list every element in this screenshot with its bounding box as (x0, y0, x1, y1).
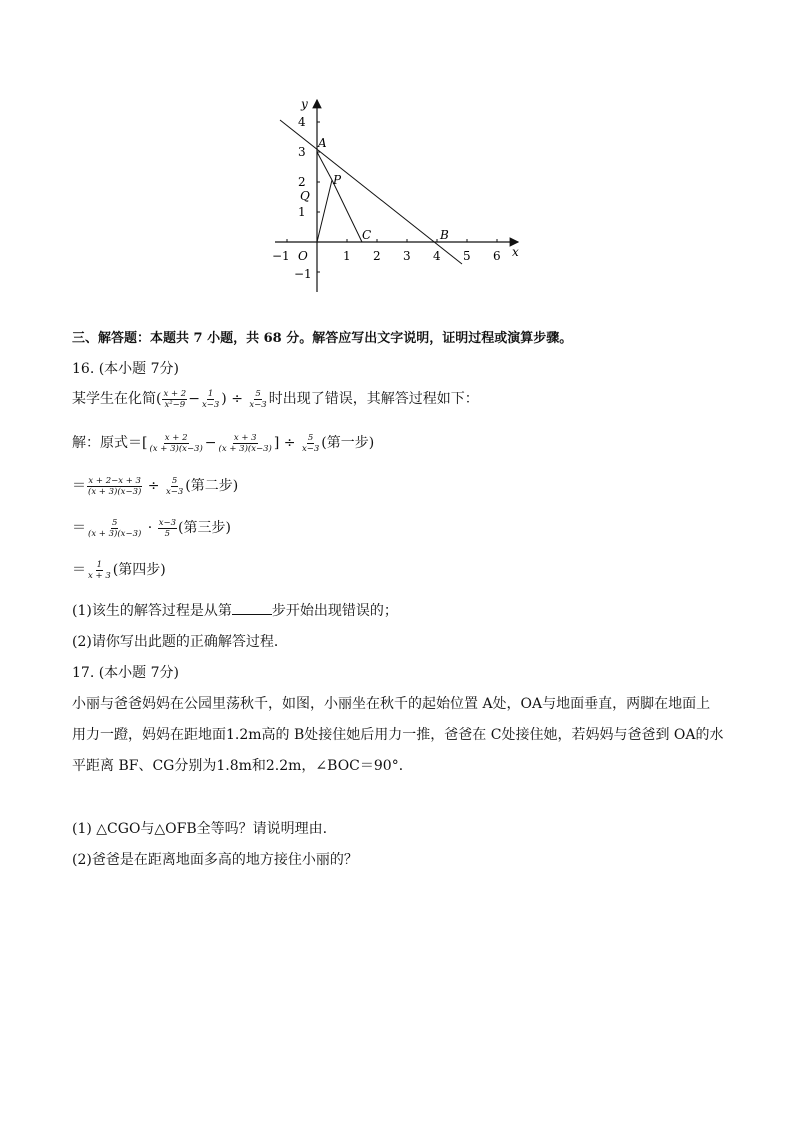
y-tick-label: −1 (294, 267, 312, 281)
q16-sub2: (2)请你写出此题的正确解答过程． (72, 634, 288, 650)
y-axis-label: y (301, 97, 308, 111)
x-axis-label: x (512, 245, 519, 259)
x-tick-label: 3 (403, 249, 411, 263)
q17-sub1: (1) △CGO与△OFB全等吗？请说明理由. (72, 821, 328, 837)
x-tick-label: 1 (343, 249, 351, 263)
q16-title: 16. (本小题 7分) (72, 361, 179, 377)
point-label-q: Q (300, 189, 310, 203)
q16-solution-line1: 解：原式＝[ $\frac{x + 2}{(x + 3)(x-3)}$ − $\frac{x + 3}{(x + 3)(x-3)}$ ] ÷ $\frac{5}{x-3}$ (第一步) (72, 432, 375, 454)
segment-pc (332, 180, 362, 242)
y-tick-label: 1 (298, 205, 306, 219)
segment-ap (317, 152, 332, 180)
q17-para2: 用力一蹬，妈妈在距地面1.2m高的 B处接住她后用力一推，爸爸在 C处接住她，若妈妈与爸爸到 OA的水 (72, 727, 724, 743)
q17-para3: 平距离 BF、CG分别为1.8m和2.2m，∠BOC＝90°． (72, 758, 413, 774)
q16-solution-line4: ＝ $\frac{1}{x + 3}$ (第四步) (72, 559, 166, 581)
q17-sub2: (2)爸爸是在距离地面多高的地方接住小丽的？ (72, 852, 358, 868)
x-tick-label: 2 (373, 249, 381, 263)
segment-op (317, 180, 332, 242)
x-tick-label: 5 (463, 249, 471, 263)
q16-sub1: (1)该生的解答过程是从第 步开始出现错误的； (72, 603, 398, 619)
q17-para1: 小丽与爸爸妈妈在公园里荡秋千，如图，小丽坐在秋千的起始位置 A处，OA与地面垂直，两脚在地面上 (72, 696, 711, 712)
point-label-c: C (362, 228, 372, 242)
point-label-a: A (318, 136, 327, 150)
x-tick-label: −1 (272, 249, 290, 263)
answer-blank[interactable] (232, 602, 272, 615)
q16-solution-line2: ＝ $\frac{x + 2-x + 3}{(x + 3)(x-3)}$ ÷ $\frac{5}{x-3}$ (第二步) (72, 475, 239, 497)
origin-label: O (298, 249, 308, 263)
coordinate-figure (250, 92, 540, 302)
point-label-b: B (440, 228, 449, 242)
y-tick-label: 2 (298, 175, 306, 189)
x-tick-label: 6 (493, 249, 501, 263)
x-tick-label: 4 (433, 249, 441, 263)
point-label-p: P (333, 173, 342, 187)
y-tick-label: 4 (298, 115, 306, 129)
y-tick-label: 3 (298, 145, 306, 159)
q16-intro: 某学生在化简( $\frac{x + 2}{\text{x²−9}}$ − $\frac{1}{x-3}$ ) ÷ $\frac{5}{x-3}$ 时出现了错误，其解答过程如下： (72, 388, 479, 410)
section-heading: 三、解答题：本题共 7 小题，共 68 分。解答应写出文字说明，证明过程或演算步骤。 (72, 331, 573, 346)
q17-title: 17. (本小题 7分) (72, 665, 179, 681)
q16-solution-line3: ＝ $\frac{5}{(x + 3)(x-3)}$ · $\frac{x-3}{5}$ (第三步) (72, 517, 231, 539)
